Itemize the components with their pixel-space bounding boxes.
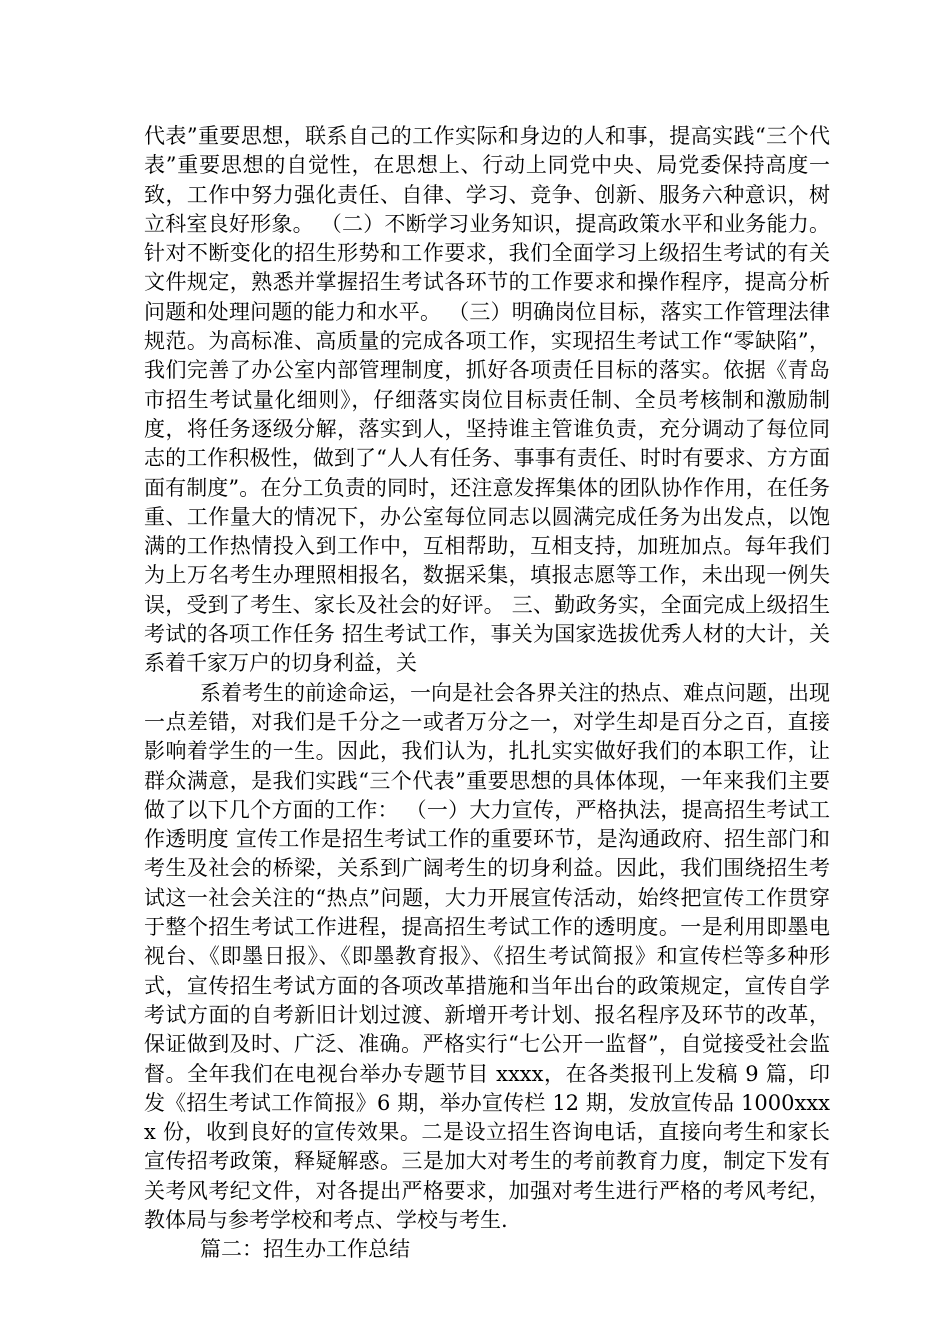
body-paragraph-1: 代表”重要思想，联系自己的工作实际和身边的人和事，提高实践“三个代表”重要思想的自觉性，在思想上、行动上同党中央、局党委保持高度一致，工作中努力强化责任、自律、学习、竞争、创新、服务六种意识，树立科室良好形象。 （二）不断学习业务知识，提高政策水平和业务能力。针对不断变化的招生形势和工作要求，我们全面学习上级招生考试的有关文件规定，熟悉并掌握招生考试各环节的工作要求和操作程序，提高分析问题和处理问题的能力和水平。 （三）明确岗位目标，落实工作管理法律规范。为高标准、高质量的完成各项工作，实现招生考试工作“零缺陷”，我们完善了办公室内部管理制度，抓好各项责任目标的落实。依据《青岛市招生考试量化细则》，仔细落实岗位目标责任制、全员考核制和激励制度，将任务逐级分解，落实到人，坚持谁主管谁负责，充分调动了每位同志的工作积极性，做到了“人人有任务、事事有责任、时时有要求、方方面面有制度”。在分工负责的同时，还注意发挥集体的团队协作作用，在任务重、工作量大的情况下，办公室每位同志以圆满完成任务为出发点，以饱满的工作热情投入到工作中，互相帮助，互相支持，加班加点。每年我们为上万名考生办理照相报名，数据采集，填报志愿等工作，未出现一例失误，受到了考生、家长及社会的好评。 三、勤政务实，全面完成上级招生考试的各项工作任务 招生考试工作，事关为国家选拔优秀人材的大计，关系着千家万户的切身利益，关 <box>144 124 830 676</box>
section-heading: 篇二：招生办工作总结 <box>200 1237 410 1262</box>
body-paragraph-2: 系着考生的前途命运，一向是社会各界关注的热点、难点问题，出现一点差错，对我们是千分之一或者万分之一，对学生却是百分之百，直接影响着学生的一生。因此，我们认为，扎扎实实做好我们的本职工作，让群众满意，是我们实践“三个代表”重要思想的具体体现，一年来我们主要做了以下几个方面的工作： （一）大力宣传，严格执法，提高招生考试工作透明度 宣传工作是招生考试工作的重要环节，是沟通政府、招生部门和考生及社会的桥梁，关系到广阔考生的切身利益。因此，我们围绕招生考试这一社会关注的“热点”问题，大力开展宣传活动，始终把宣传工作贯穿于整个招生考试工作进程，提高招生考试工作的透明度。一是利用即墨电视台、《即墨日报》、《即墨教育报》、《招生考试简报》和宣传栏等多种形式，宣传招生考试方面的各项改革措施和当年出台的政策规定，宣传自学考试方面的自考新旧计划过渡、新增开考计划、报名程序及环节的改革，保证做到及时、广泛、准确。严格实行“七公开一监督”，自觉接受社会监督。全年我们在电视台举办专题节目 xxxx，在各类报刊上发稿 9 篇，印发《招生考试工作简报》6 期，举办宣传栏 12 期，发放宣传品 1000xxxx 份，收到良好的宣传效果。二是设立招生咨询电话，直接向考生和家长宣传招考政策，释疑解惑。三是加大对考生的考前教育力度，制定下发有关考风考纪文件，对各提出严格要求，加强对考生进行严格的考风考纪，教体局与参考学校和考点、学校与考生. <box>144 680 830 1232</box>
document-page <box>144 122 830 1265</box>
